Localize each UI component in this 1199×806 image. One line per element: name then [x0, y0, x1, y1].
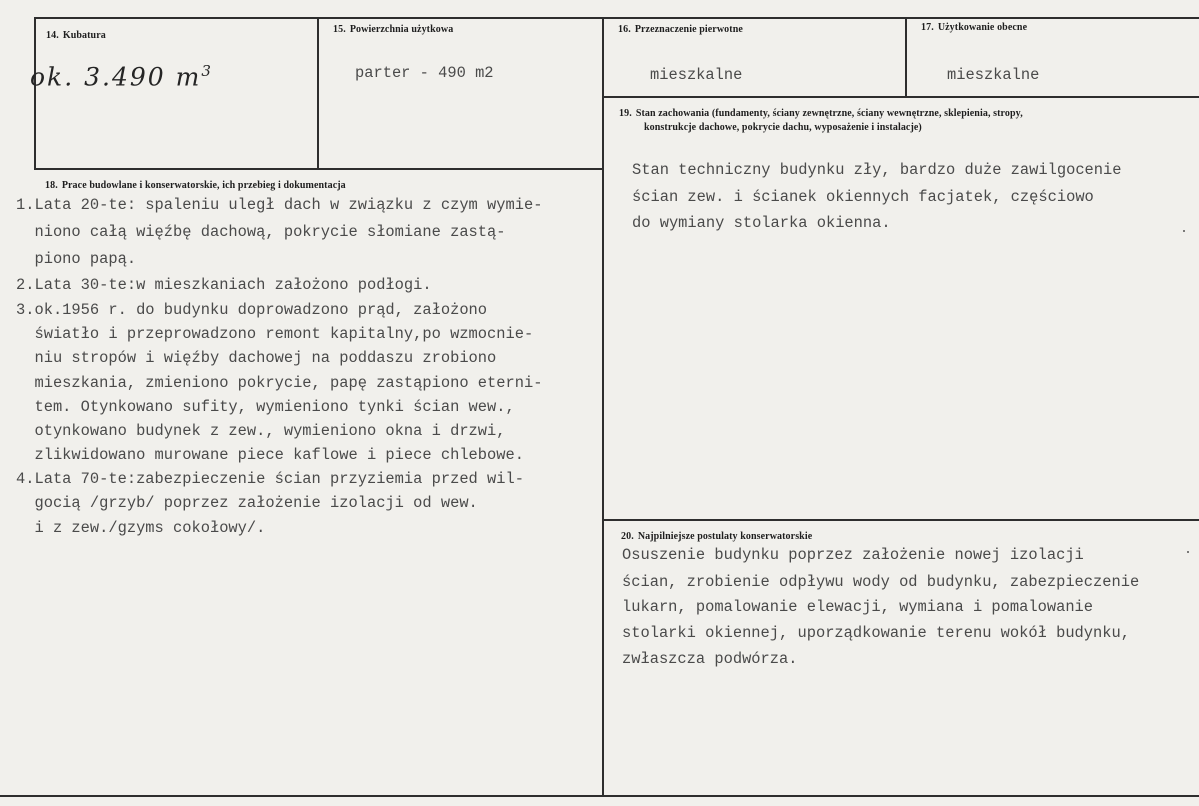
field-15-value: parter - 490 m2	[355, 64, 494, 82]
field-20-label: 20. Najpilniejsze postulaty konserwatorskie	[621, 531, 813, 542]
paper-speck	[1187, 551, 1189, 553]
text-line: zwłaszcza podwórza.	[622, 650, 798, 668]
bottom-border	[0, 795, 1199, 797]
text-line: tem. Otynkowano sufity, wymieniono tynki ścian wew.,	[16, 398, 515, 416]
field-14-value: ok. 3.490 $m^3$	[30, 62, 211, 92]
divider-row-18	[34, 168, 603, 170]
text-line: 2.Lata 30-te:w mieszkaniach założono podłogi.	[16, 276, 432, 294]
text-line: Osuszenie budynku poprzez założenie nowej izolacji	[622, 546, 1084, 564]
text-line: niu stropów i więźby dachowej na poddaszu zrobiono	[16, 349, 497, 367]
text-line: Stan techniczny budynku zły, bardzo duże zawilgocenie	[632, 161, 1122, 179]
field-16-label: 16. Przeznaczenie pierwotne	[618, 24, 743, 35]
field-19-label: 19. Stan zachowania (fundamenty, ściany zewnętrzne, ściany wewnętrzne, sklepienia, stropy, konstrukcje dachowe, pokrycie dachu, wyposażenie i instalacje)	[619, 108, 1023, 133]
text-line: mieszkania, zmieniono pokrycie, papę zastąpiono eterni-	[16, 374, 543, 392]
divider-14-15	[317, 17, 319, 170]
text-line: zlikwidowano murowane piece kaflowe i piece chlebowe.	[16, 446, 524, 464]
text-line: 4.Lata 70-te:zabezpieczenie ścian przyziemia przed wil-	[16, 470, 524, 488]
left-border	[34, 17, 36, 170]
text-line: i z zew./gzyms cokołowy/.	[16, 519, 266, 537]
top-border	[34, 17, 1199, 19]
text-line: 3.ok.1956 r. do budynku doprowadzono prąd, założono	[16, 301, 488, 319]
text-line: 1.Lata 20-te: spaleniu uległ dach w związku z czym wymie-	[16, 196, 543, 214]
paper-speck	[1183, 230, 1185, 232]
field-18-label: 18. Prace budowlane i konserwatorskie, ich przebieg i dokumentacja	[45, 180, 346, 191]
text-line: ścian zew. i ścianek okiennych facjatek, częściowo	[632, 188, 1094, 206]
divider-row-20	[602, 519, 1199, 521]
text-line: lukarn, pomalowanie elewacji, wymiana i pomalowanie	[622, 598, 1094, 616]
field-16-value: mieszkalne	[650, 66, 743, 84]
text-line: światło i przeprowadzono remont kapitalny,po wzmocnie-	[16, 325, 534, 343]
text-line: stolarki okiennej, uporządkowanie terenu wokół budynku,	[622, 624, 1130, 642]
divider-row-19	[602, 96, 1199, 98]
text-line: niono całą więźbę dachową, pokrycie słomiane zastą-	[16, 223, 506, 241]
field-17-value: mieszkalne	[947, 66, 1040, 84]
text-line: do wymiany stolarka okienna.	[632, 214, 891, 232]
divider-16-17	[905, 17, 907, 97]
divider-main	[602, 17, 604, 797]
text-line: ścian, zrobienie odpływu wody od budynku, zabezpieczenie	[622, 573, 1140, 591]
text-line: piono papą.	[16, 250, 137, 268]
text-line: gocią /grzyb/ poprzez założenie izolacji od wew.	[16, 494, 478, 512]
text-line: otynkowano budynek z zew., wymieniono okna i drzwi,	[16, 422, 506, 440]
field-14-label: 14. Kubatura	[46, 30, 106, 41]
field-15-label: 15. Powierzchnia użytkowa	[333, 24, 454, 35]
field-17-label: 17. Użytkowanie obecne	[921, 22, 1028, 33]
